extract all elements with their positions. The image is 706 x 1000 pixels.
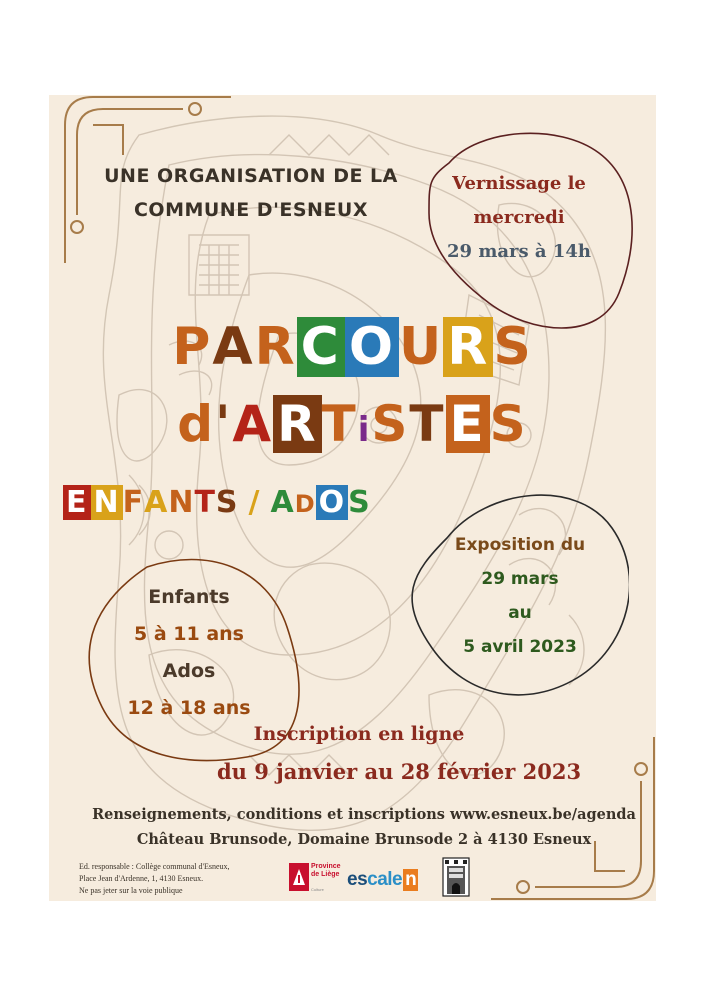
vernissage-line-3: 29 mars à 14h: [447, 241, 591, 262]
exposition-line-1: Exposition du: [454, 535, 586, 555]
audience-letter: F: [122, 485, 145, 520]
province-liege-logo: [289, 861, 341, 895]
province-line-1: Province: [311, 863, 341, 870]
title-letter: i: [357, 410, 372, 450]
title-letter: d: [177, 395, 216, 453]
exposition-line-4: 5 avril 2023: [463, 637, 577, 657]
teens-label: Ados: [162, 660, 216, 682]
ages-text: [119, 579, 259, 727]
title-letter: O: [345, 317, 399, 377]
vernissage-word: Vernissage: [452, 173, 562, 194]
title-letter: C: [297, 317, 345, 377]
legal-line-3: Ne pas jeter sur la voie publique: [79, 886, 183, 895]
audience-letter: E: [63, 485, 91, 520]
inscription-heading: Inscription en ligne: [253, 723, 465, 745]
title-line-1: [49, 317, 656, 377]
province-mark-icon: [289, 863, 309, 891]
escale-part-a: es: [347, 869, 368, 890]
title-letter: R: [443, 317, 493, 377]
title-letter: R: [254, 317, 297, 377]
title-letter: ': [215, 395, 233, 453]
audience-letter: N: [168, 485, 195, 520]
vernissage-le: le: [567, 173, 586, 194]
province-line-2: de Liège: [311, 871, 340, 878]
legal-line-2: Place Jean d'Ardenne, 1, 4130 Esneux.: [79, 874, 204, 883]
audience-heading: [63, 485, 371, 520]
inscription-dates: du 9 janvier au 28 février 2023: [216, 759, 582, 784]
escale-part-c: n: [405, 869, 417, 890]
province-name: [311, 863, 341, 879]
teens-range: 12 à 18 ans: [127, 697, 251, 719]
audience-letter: /: [248, 485, 261, 520]
legal-notice: [79, 861, 279, 897]
esneux-tower-icon: [441, 856, 471, 898]
kids-range: 5 à 11 ans: [134, 623, 244, 645]
title-letter: A: [232, 395, 274, 453]
title-letter: T: [321, 395, 358, 453]
kids-label: Enfants: [148, 586, 230, 608]
title-letter: T: [409, 395, 446, 453]
audience-letter: N: [91, 485, 123, 520]
audience-letter: T: [194, 485, 216, 520]
audience-letter: S: [348, 485, 371, 520]
escale-logo: [347, 869, 418, 893]
organisation-line-2: COMMUNE D'ESNEUX: [133, 199, 369, 221]
title-line-2: [49, 395, 656, 453]
poster: [49, 95, 656, 901]
audience-letter: D: [294, 490, 316, 518]
exposition-line-3: au: [508, 603, 532, 623]
audience-letter: O: [316, 485, 349, 520]
audience-letter: A: [144, 485, 169, 520]
organisation-line-1: UNE ORGANISATION DE LA: [104, 165, 398, 187]
exposition-line-2: 29 mars: [481, 569, 559, 589]
title-letter: E: [446, 395, 490, 453]
title-letter: R: [273, 395, 322, 453]
organisation-text: [101, 159, 401, 227]
escale-part-b: cale: [367, 869, 403, 890]
title-letter: S: [489, 395, 528, 453]
title-letter: U: [399, 317, 444, 377]
info-line-2: Château Brunsode, Domaine Brunsode 2 à 4130 Esneux: [136, 831, 592, 848]
title-letter: P: [172, 317, 213, 377]
audience-letter: S: [215, 485, 239, 520]
title-letter: A: [212, 317, 255, 377]
vernissage-line-2: mercredi: [473, 207, 565, 228]
title-letter: S: [493, 317, 533, 377]
title-letter: S: [371, 395, 410, 453]
info-line-1: Renseignements, conditions et inscriptions www.esneux.be/agenda: [92, 806, 636, 823]
vernissage-text: [429, 167, 609, 269]
exposition-text: [431, 528, 609, 664]
vernissage-line-1: [429, 167, 609, 201]
audience-letter: A: [270, 485, 295, 520]
legal-line-1: Ed. responsable : Collège communal d'Esneux,: [79, 862, 230, 871]
province-sub: Culture: [311, 887, 324, 892]
